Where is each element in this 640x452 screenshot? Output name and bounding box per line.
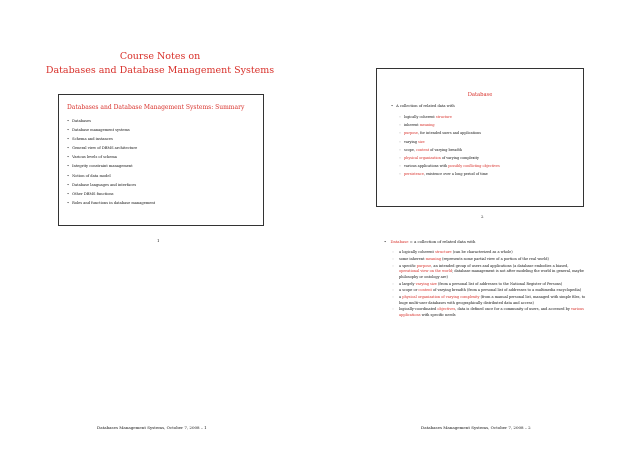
notes-lead (384, 239, 475, 244)
list-item: • Roles and functions in database management (67, 199, 155, 208)
list-item: • Notion of data model (67, 172, 155, 181)
list-item (399, 138, 500, 146)
item-highlight: persistence (404, 172, 424, 177)
item-text: various applications with (404, 164, 449, 169)
list-item: • Database management systems (67, 126, 155, 135)
slide-2-page-number: 2 (481, 214, 484, 219)
list-item: • General view of DBMS architecture (67, 144, 155, 153)
list-item: • Databases (67, 117, 155, 126)
item-text: (can be characterized as a whole) (451, 250, 513, 254)
item-text: , data is defined once for a community of users, and accessed by (455, 307, 571, 312)
notes-lead-text: = a collection of related data with (408, 239, 476, 244)
list-item (392, 288, 588, 294)
item-text: with specific needs (420, 313, 456, 318)
item-text: ; database management is not after modeling the world in general, maybe philosophy or ontology are) (399, 269, 584, 279)
item-text: a largely (399, 281, 416, 286)
item-highlight: purpose (404, 131, 418, 136)
slide-1-title: Databases and Database Management Systems: Summary (67, 104, 245, 111)
course-title (0, 50, 320, 78)
slide-2-bullet-list (399, 113, 500, 179)
list-item (392, 282, 588, 288)
list-item (392, 250, 588, 256)
item-text: of varying complexity (440, 156, 479, 161)
item-highlight: size (418, 139, 425, 144)
item-text: of varying breadth (429, 147, 463, 152)
notes-bullet-list (392, 250, 588, 320)
item-highlight: structure (435, 250, 452, 254)
slide-2 (376, 68, 584, 219)
list-item (399, 170, 500, 178)
list-item (399, 146, 500, 154)
slide-1-page-number: 1 (157, 238, 160, 243)
item-highlight: structure (435, 115, 452, 119)
item-text: a (399, 295, 403, 300)
item-text: inherent (404, 123, 420, 128)
item-highlight: operational view on the world (399, 269, 453, 274)
course-title-line2: Databases and Database Management Systems (45, 65, 275, 76)
list-item (392, 257, 588, 263)
item-text: (represents some partial view of a portion of the real world) (440, 256, 549, 261)
list-item (392, 264, 588, 281)
item-text: , an intended group of users and applications (a database embodies a biased, (431, 263, 569, 268)
list-item: • Database languages and interfaces (67, 181, 155, 190)
item-text: a scope or (399, 288, 419, 293)
item-text: logically coherent (404, 115, 436, 119)
notes-lead-term: Database (390, 239, 409, 244)
item-text: scope, (404, 147, 417, 152)
item-text: varying (404, 139, 418, 144)
item-text: (from a manual personal list, managed with simple files, to huge multi-user databases with geographically distributed data and access) (399, 295, 586, 305)
item-highlight: varying size (415, 281, 437, 286)
list-item (399, 129, 500, 137)
list-item (399, 121, 500, 129)
item-text: some inherent (399, 256, 426, 261)
list-item (399, 162, 500, 170)
list-item: • Other DBMS functions (67, 190, 155, 199)
list-item (392, 307, 588, 318)
item-highlight: meaning (425, 256, 441, 261)
item-text: logically-coordinated (399, 307, 438, 312)
slide-1-bullet-list (67, 117, 155, 208)
list-item (392, 295, 588, 306)
item-highlight: physical organization (404, 156, 441, 161)
footer-right: Databases Management Systems, October 7, 2008 – 2 (421, 425, 531, 430)
list-item (399, 154, 500, 162)
item-highlight: various applications (399, 307, 584, 318)
item-text: a logically coherent (399, 250, 436, 254)
item-text: , for intended users and applications (417, 131, 482, 136)
item-highlight: physical organization of varying complexity (402, 295, 480, 300)
item-highlight: content (416, 147, 430, 152)
list-item: • Schema and instances (67, 135, 155, 144)
list-item (399, 113, 500, 121)
item-text: of varying breadth (from a personal list of addresses to a multimedia encyclopedia) (431, 288, 582, 293)
item-text: (from a personal list of addresses to the National Register of Persons) (436, 281, 563, 286)
list-item: • Various levels of schema (67, 153, 155, 162)
item-text: , existence over a long period of time (423, 172, 488, 177)
item-highlight: content (418, 288, 432, 293)
item-highlight: objectives (437, 307, 456, 312)
course-title-line1: Course Notes on (119, 51, 201, 62)
item-highlight: meaning (419, 123, 435, 128)
list-item: • Integrity constraint management (67, 162, 155, 171)
item-highlight: purpose (416, 263, 432, 268)
footer-left: Databases Management Systems, October 7, 2008 – 1 (97, 425, 207, 430)
item-text: a specific (399, 263, 417, 268)
slide-2-lead: • A collection of related data with (391, 104, 455, 108)
slide-1 (58, 94, 264, 226)
item-highlight: possibly conflicting objectives (448, 164, 500, 169)
slide-2-title: Database (467, 92, 493, 98)
